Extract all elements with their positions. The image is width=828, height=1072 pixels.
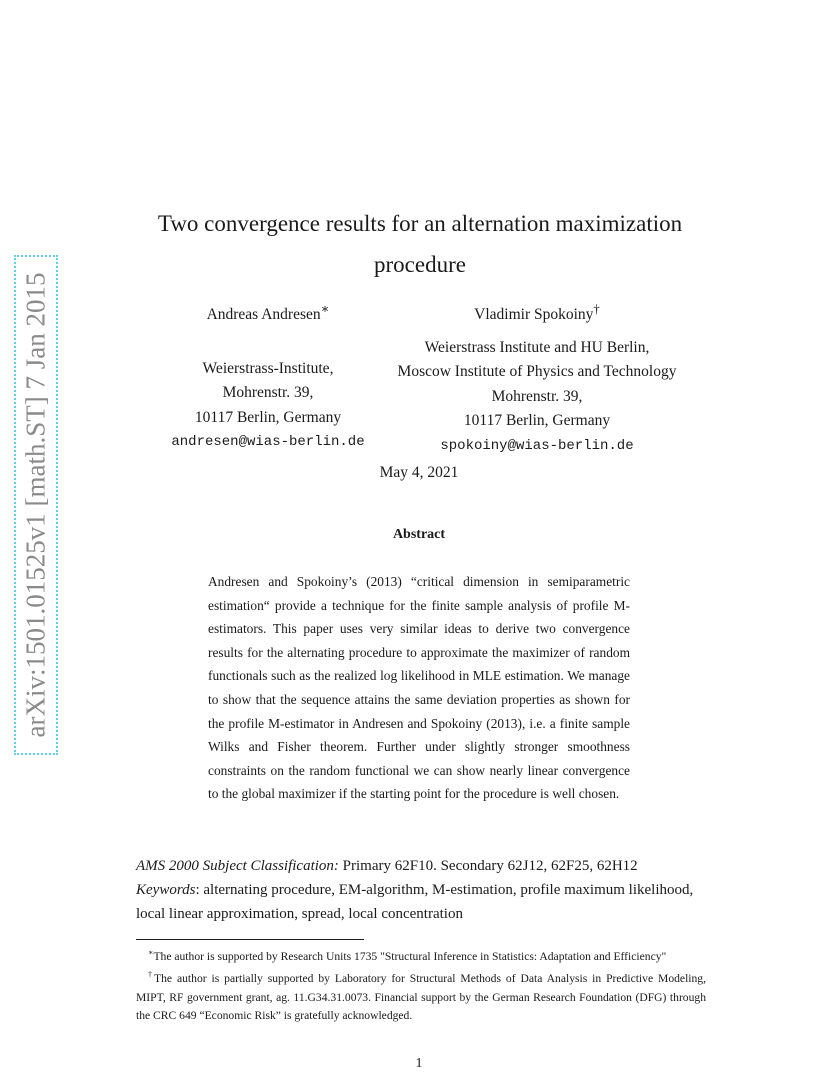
arxiv-stamp-text: arXiv:1501.01525v1 [math.ST] 7 Jan 2015 (20, 272, 51, 738)
abstract-heading: Abstract (392, 527, 446, 542)
author-mark-1: ∗ (320, 301, 330, 316)
footnote-2 (136, 966, 706, 1025)
author-affiliation-line: 10117 Berlin, Germany (194, 408, 342, 426)
abstract-body (208, 570, 630, 806)
paper-title (120, 203, 720, 285)
ams-classification (136, 854, 706, 878)
classification-block (136, 854, 706, 926)
keywords-label: Keywords (136, 882, 196, 898)
author-block-1 (133, 297, 403, 455)
keywords (136, 878, 706, 926)
author-affiliation-line: Weierstrass-Institute, (202, 359, 334, 377)
ams-label: AMS 2000 Subject Classification: (136, 858, 339, 874)
footnotes (136, 944, 706, 1026)
author-name-1: Andreas Andresen∗ (206, 301, 330, 324)
abstract-text: Andresen and Spokoiny’s (2013) “critical dimension in semiparametric estimation“ provide a technique for the finite sample analysis of profile M-estimators. This paper uses very similar ideas to derive two convergence results for the alternating procedure to approximate the maximizer of random functionals such as the realized log likelihood in MLE estimation. We manage to show that the sequence attains the same deviation properties as shown for the profile M-estimator in Andresen and Spokoiny (2013), i.e. a finite sample Wilks and Fisher theorem. Further under slightly stronger smoothness constraints on the random functional we can show nearly linear convergence to the global maximizer if the starting point for the procedure is well chosen. (208, 574, 630, 802)
author-affiliation-line: Mohrenstr. 39, (222, 384, 314, 402)
footnote-text-1: The author is supported by Research Units 1735 "Structural Inference in Statistics: Adaptation and Efficiency" (153, 949, 667, 963)
author-block-2 (367, 297, 707, 458)
footnote-1 (136, 944, 706, 966)
author-affiliation-line: 10117 Berlin, Germany (463, 412, 611, 430)
author-affiliation-line: Weierstrass Institute and HU Berlin, (424, 338, 650, 356)
author-email-2: spokoiny@wias-berlin.de (440, 437, 634, 454)
paper-date: May 4, 2021 (379, 464, 459, 481)
arxiv-stamp (14, 255, 58, 755)
title-line-1: Two convergence results for an alternation maximization (157, 211, 683, 236)
ams-value: Primary 62F10. Secondary 62J12, 62F25, 62H12 (342, 858, 638, 874)
footnote-mark-1: ∗ (148, 948, 154, 957)
keywords-value: : alternating procedure, EM-algorithm, M-estimation, profile maximum likelihood, local linear approximation, spread, local concentration (136, 882, 694, 922)
page-number: 1 (415, 1056, 423, 1071)
author-affiliation-line: Moscow Institute of Physics and Technology (397, 363, 677, 381)
author-affiliation-line: Mohrenstr. 39, (491, 387, 583, 405)
footnote-rule (136, 939, 364, 940)
footnote-text-2: The author is partially supported by Laboratory for Structural Methods of Data Analysis in Predictive Modeling, MIPT, RF government grant, ag. 11.G34.31.0073. Financial support by the German Research Foundation (DFG) through the CRC 649 “Economic Risk” is gratefully acknowledged. (136, 972, 707, 1023)
author-email-1: andresen@wias-berlin.de (171, 434, 365, 451)
author-name-2: Vladimir Spokoiny† (474, 301, 600, 324)
title-line-2: procedure (374, 252, 466, 277)
author-mark-2: † (593, 301, 600, 316)
footnote-mark-2: † (148, 970, 155, 980)
